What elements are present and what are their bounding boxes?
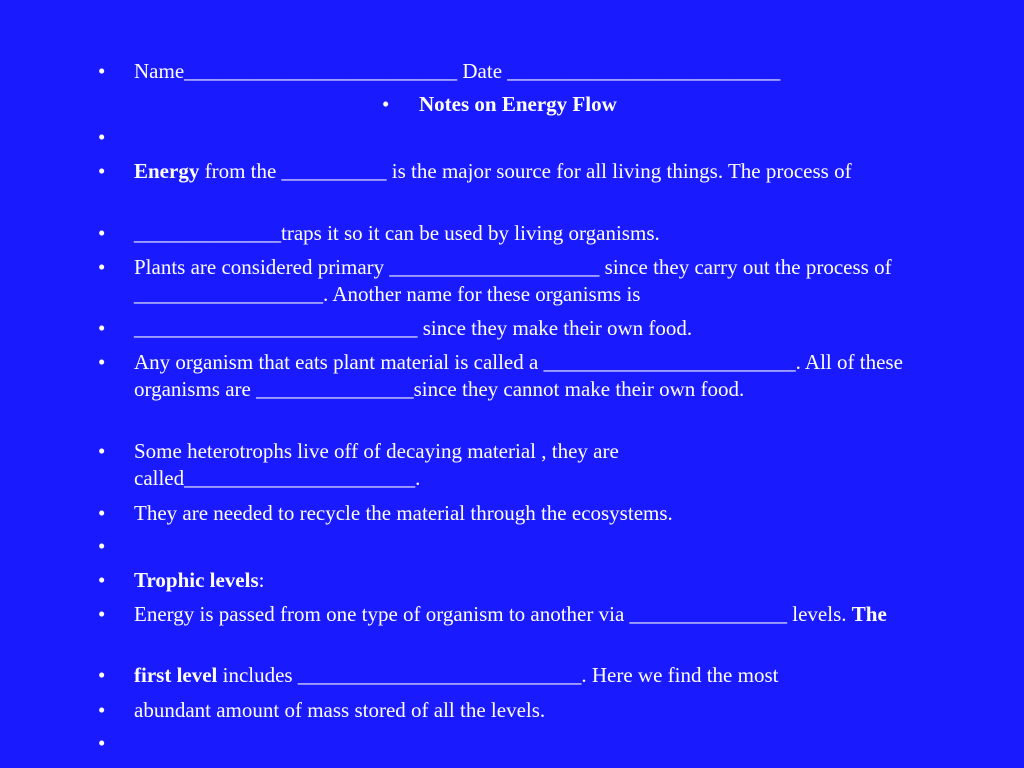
bullet-icon: • <box>98 221 106 245</box>
bullet-icon: • <box>98 255 106 279</box>
line-food: ___________________________ since they make their own food. <box>134 316 693 340</box>
bullet-icon: • <box>98 159 106 183</box>
line-decomposers: Some heterotrophs live off of decaying material , they are called______________________. <box>134 439 619 490</box>
bullet-icon: • <box>98 59 106 83</box>
line-energy-passed: Energy is passed from one type of organism to another via _______________ levels. The <box>134 602 887 626</box>
line-name-date: Name__________________________ Date __________________________ <box>134 59 781 83</box>
slide-title: Notes on Energy Flow <box>419 92 617 116</box>
bullet-icon: • <box>98 316 106 340</box>
line-recycle: They are needed to recycle the material through the ecosystems. <box>134 501 673 525</box>
bullet-icon: • <box>98 731 106 755</box>
bullet-icon: • <box>382 92 390 116</box>
bullet-icon: • <box>98 663 106 687</box>
line-traps: ______________traps it so it can be used by living organisms. <box>134 221 660 245</box>
bullet-icon: • <box>98 602 106 626</box>
line-trophic-heading: Trophic levels: <box>134 568 265 592</box>
bullet-icon: • <box>98 534 106 558</box>
line-first-level: first level includes ___________________________. Here we find the most <box>134 663 779 687</box>
bullet-icon: • <box>98 350 106 374</box>
line-consumers: Any organism that eats plant material is called a ________________________. All of these organisms are _______________since they cannot make their own food. <box>134 350 903 401</box>
bullet-icon: • <box>98 568 106 592</box>
bullet-icon: • <box>98 698 106 722</box>
bullet-icon: • <box>98 125 106 149</box>
line-abundant: abundant amount of mass stored of all the levels. <box>134 698 546 722</box>
line-plants: Plants are considered primary ____________________ since they carry out the process of __________________. Another name for these organisms is <box>134 255 892 306</box>
line-energy: Energy from the __________ is the major source for all living things. The process of <box>134 159 852 183</box>
bullet-icon: • <box>98 501 106 525</box>
bullet-icon: • <box>98 439 106 463</box>
